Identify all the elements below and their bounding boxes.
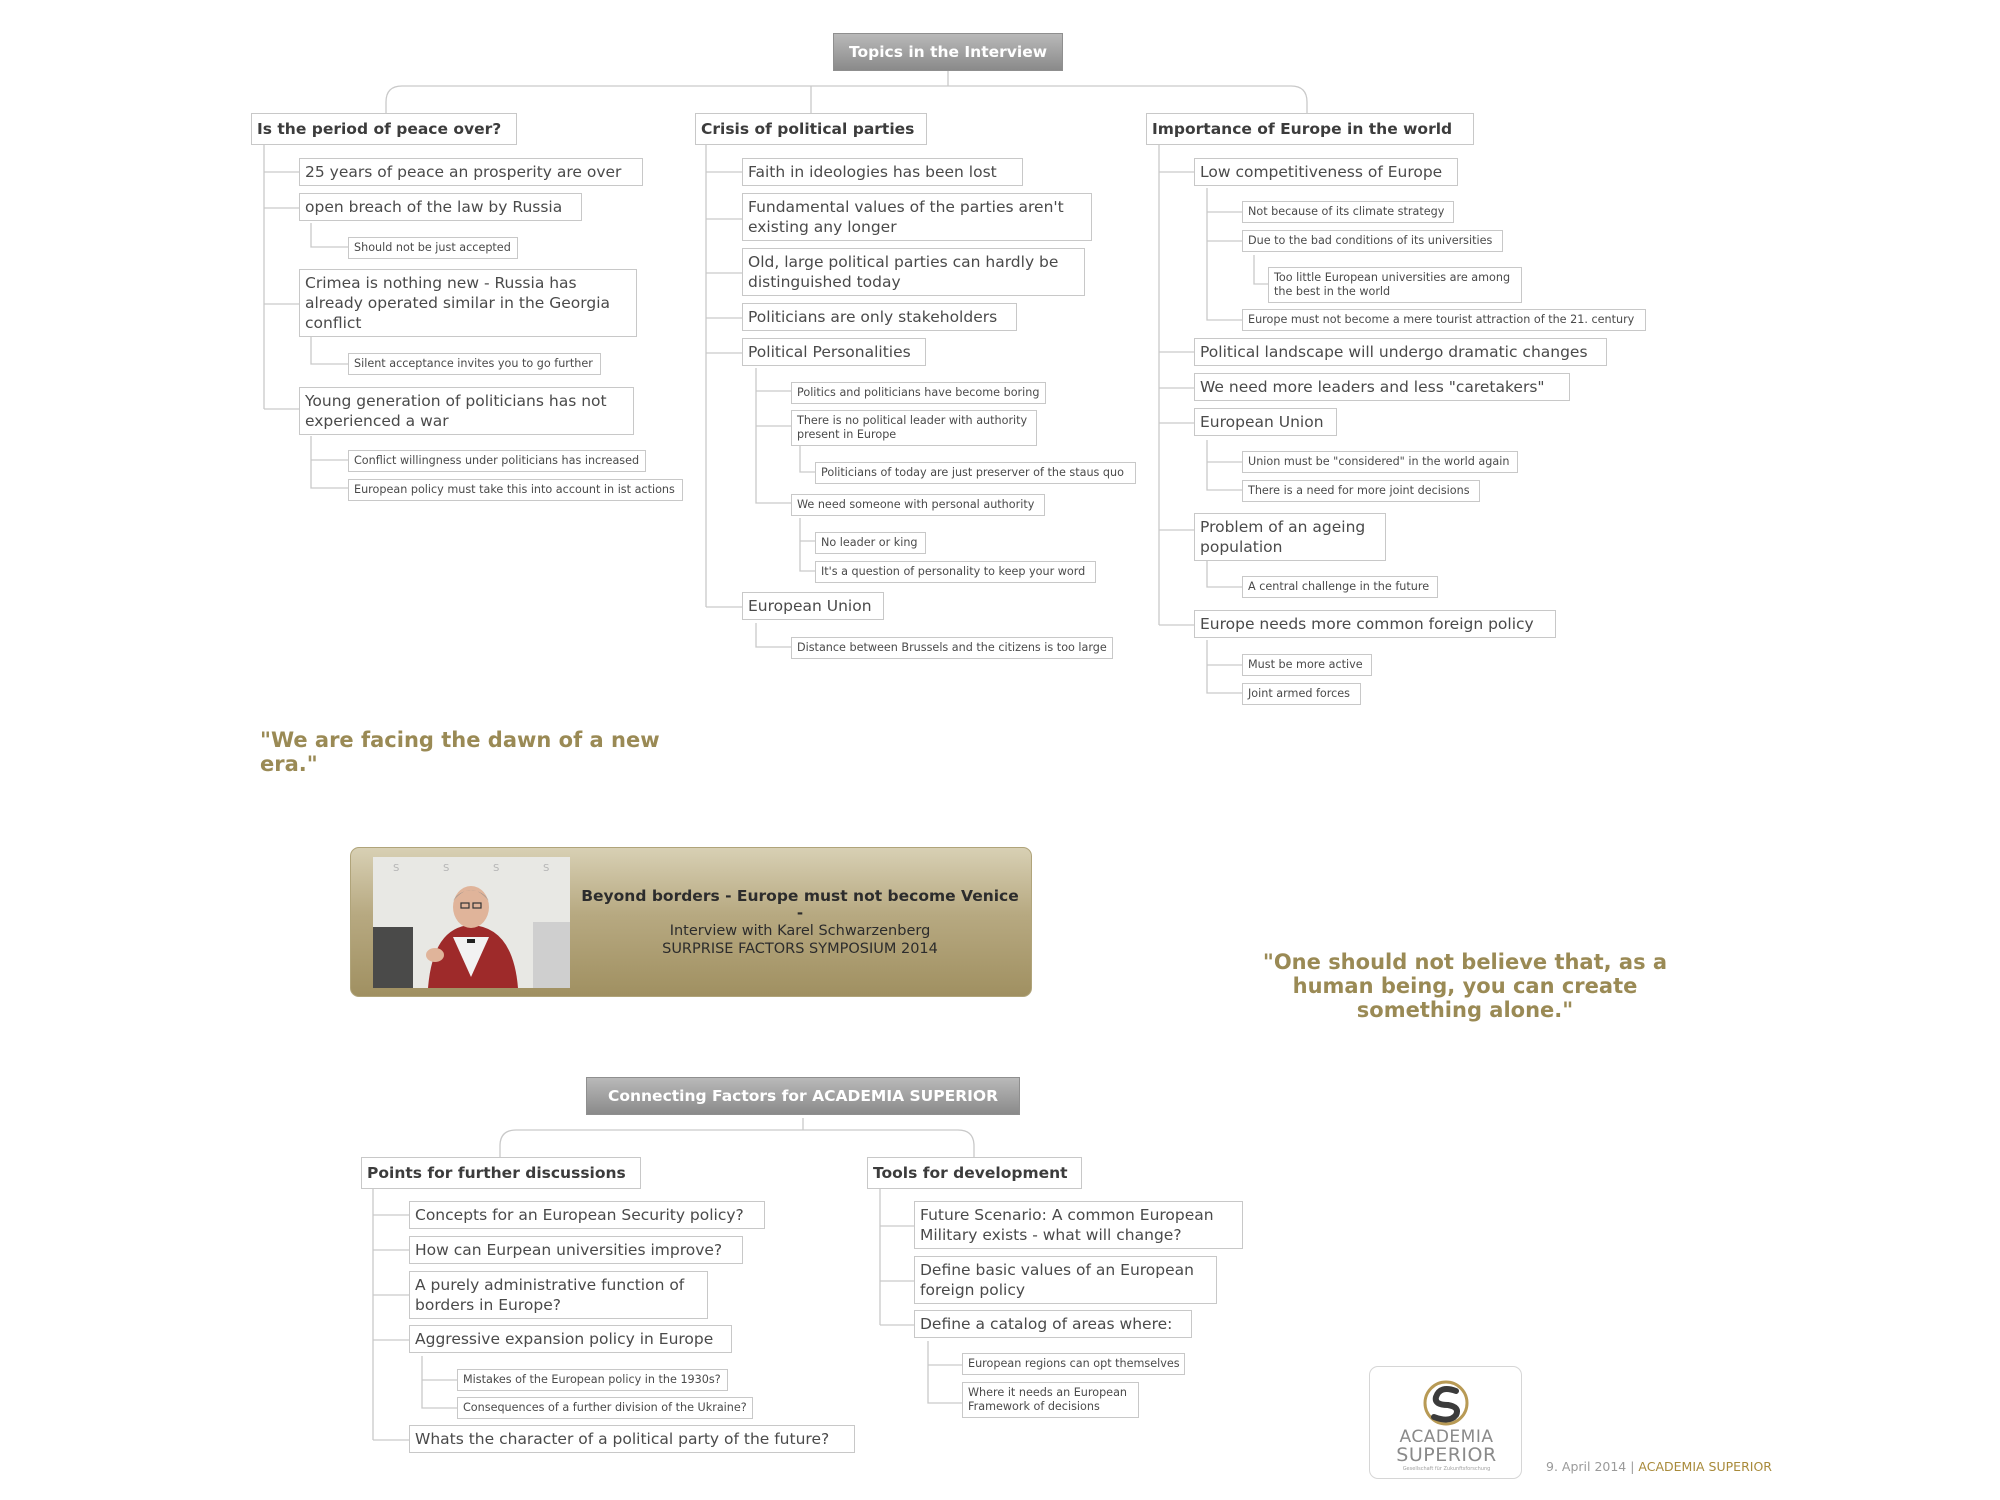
discussion-item-security[interactable]: Concepts for an European Security policy? <box>409 1201 765 1229</box>
academia-superior-logo-icon <box>1370 1373 1523 1433</box>
parties-item-stakeholders[interactable]: Politicians are only stakeholders <box>742 303 1017 331</box>
svg-text:S: S <box>443 863 450 874</box>
europe-item-joint-armed-forces[interactable]: Joint armed forces <box>1242 683 1361 705</box>
peace-item-not-accepted[interactable]: Should not be just accepted <box>348 237 518 259</box>
tools-item-framework[interactable]: Where it needs an European Framework of decisions <box>962 1382 1139 1418</box>
tools-item-future-scenario[interactable]: Future Scenario: A common European Military exists - what will change? <box>914 1201 1243 1249</box>
parties-item-no-king[interactable]: No leader or king <box>815 532 926 554</box>
europe-item-universities[interactable]: Due to the bad conditions of its universities <box>1242 230 1503 252</box>
academia-superior-logo <box>1369 1366 1522 1479</box>
branch-tools-node[interactable]: Tools for development <box>867 1157 1082 1189</box>
discussion-item-party-future[interactable]: Whats the character of a political party of the future? <box>409 1425 855 1453</box>
parties-item-faith[interactable]: Faith in ideologies has been lost <box>742 158 1023 186</box>
parties-item-personalities[interactable]: Political Personalities <box>742 338 926 366</box>
branch-discussions-node[interactable]: Points for further discussions <box>361 1157 641 1189</box>
discussion-item-expansion[interactable]: Aggressive expansion policy in Europe <box>409 1325 732 1353</box>
parties-item-personal-authority[interactable]: We need someone with personal authority <box>791 494 1045 516</box>
speaker-photo <box>373 857 570 988</box>
tools-item-basic-values[interactable]: Define basic values of an European foreign policy <box>914 1256 1217 1304</box>
discussion-item-ukraine-division[interactable]: Consequences of a further division of the Ukraine? <box>457 1397 753 1419</box>
parties-item-status-quo[interactable]: Politicians of today are just preserver of the staus quo <box>815 462 1136 484</box>
discussion-item-universities[interactable]: How can Eurpean universities improve? <box>409 1236 743 1264</box>
banner-title: Beyond borders - Europe must not become Venice <box>581 887 1019 905</box>
connecting-root-label: Connecting Factors for ACADEMIA SUPERIOR <box>607 1087 999 1105</box>
peace-item-european-policy[interactable]: European policy must take this into account in ist actions <box>348 479 683 501</box>
discussion-item-mistakes-1930s[interactable]: Mistakes of the European policy in the 1930s? <box>457 1369 728 1391</box>
parties-item-european-union[interactable]: European Union <box>742 592 884 620</box>
svg-text:S: S <box>493 863 500 874</box>
logo-line2: SUPERIOR <box>1396 1444 1497 1466</box>
quote-create-alone: "One should not believe that, as a human being, you can create something alone." <box>1262 950 1668 1022</box>
europe-item-tourist-attraction[interactable]: Europe must not become a mere tourist attraction of the 21. century <box>1242 309 1646 331</box>
europe-item-few-universities[interactable]: Too little European universities are among the best in the world <box>1268 267 1522 303</box>
peace-item-young-generation[interactable]: Young generation of politicians has not experienced a war <box>299 387 634 435</box>
europe-item-ageing-population[interactable]: Problem of an ageing population <box>1194 513 1386 561</box>
peace-item-crimea[interactable]: Crimea is nothing new - Russia has already operated similar in the Georgia conflict <box>299 269 637 337</box>
parties-item-no-leader-authority[interactable]: There is no political leader with authority present in Europe <box>791 410 1037 446</box>
footer-date: 9. April 2014 | <box>1546 1459 1639 1474</box>
banner-event: SURPRISE FACTORS SYMPOSIUM 2014 <box>662 941 938 957</box>
parties-item-fundamental-values[interactable]: Fundamental values of the parties aren't existing any longer <box>742 193 1092 241</box>
footer-brand: ACADEMIA SUPERIOR <box>1638 1459 1772 1474</box>
banner-dash: - <box>796 904 804 922</box>
europe-item-low-competitiveness[interactable]: Low competitiveness of Europe <box>1194 158 1458 186</box>
europe-item-climate-strategy[interactable]: Not because of its climate strategy <box>1242 201 1454 223</box>
tools-item-catalog[interactable]: Define a catalog of areas where: <box>914 1310 1192 1338</box>
branch-peace-node[interactable]: Is the period of peace over? <box>251 113 517 145</box>
parties-item-keep-word[interactable]: It's a question of personality to keep your word <box>815 561 1096 583</box>
europe-item-more-active[interactable]: Must be more active <box>1242 654 1372 676</box>
tools-item-regions-opt[interactable]: European regions can opt themselves <box>962 1353 1185 1375</box>
europe-item-european-union[interactable]: European Union <box>1194 408 1337 436</box>
footer <box>1546 1459 1772 1474</box>
quote-new-era: "We are facing the dawn of a new era." <box>260 728 660 776</box>
europe-item-foreign-policy[interactable]: Europe needs more common foreign policy <box>1194 610 1556 638</box>
discussion-item-borders[interactable]: A purely administrative function of borders in Europe? <box>409 1271 708 1319</box>
peace-item-breach-of-law[interactable]: open breach of the law by Russia <box>299 193 582 221</box>
topics-root-label: Topics in the Interview <box>848 43 1048 61</box>
europe-item-central-challenge[interactable]: A central challenge in the future <box>1242 576 1438 598</box>
parties-item-boring[interactable]: Politics and politicians have become boring <box>791 382 1046 404</box>
connecting-root-node[interactable] <box>586 1077 1020 1115</box>
logo-line1: ACADEMIA <box>1399 1427 1494 1447</box>
europe-item-political-landscape[interactable]: Political landscape will undergo dramatic changes <box>1194 338 1607 366</box>
branch-parties-node[interactable]: Crisis of political parties <box>695 113 927 145</box>
peace-item-conflict-willingness[interactable]: Conflict willingness under politicians has increased <box>348 450 646 472</box>
banner-subtitle: Interview with Karel Schwarzenberg <box>669 923 931 939</box>
parties-item-brussels-distance[interactable]: Distance between Brussels and the citizens is too large <box>791 637 1113 659</box>
logo-tagline: Gesellschaft für Zukunftsforschung <box>1402 1466 1491 1472</box>
interview-banner[interactable] <box>350 847 1032 997</box>
peace-item-25-years[interactable]: 25 years of peace an prosperity are over <box>299 158 643 186</box>
topics-root-node[interactable] <box>833 33 1063 71</box>
peace-item-silent-acceptance[interactable]: Silent acceptance invites you to go further <box>348 353 601 375</box>
parties-item-old-parties[interactable]: Old, large political parties can hardly be distinguished today <box>742 248 1085 296</box>
europe-item-joint-decisions[interactable]: There is a need for more joint decisions <box>1242 480 1480 502</box>
europe-item-union-considered[interactable]: Union must be "considered" in the world again <box>1242 451 1518 473</box>
svg-text:S: S <box>393 863 400 874</box>
europe-item-more-leaders[interactable]: We need more leaders and less "caretakers" <box>1194 373 1570 401</box>
branch-europe-importance-node[interactable]: Importance of Europe in the world <box>1146 113 1474 145</box>
svg-text:S: S <box>543 863 550 874</box>
